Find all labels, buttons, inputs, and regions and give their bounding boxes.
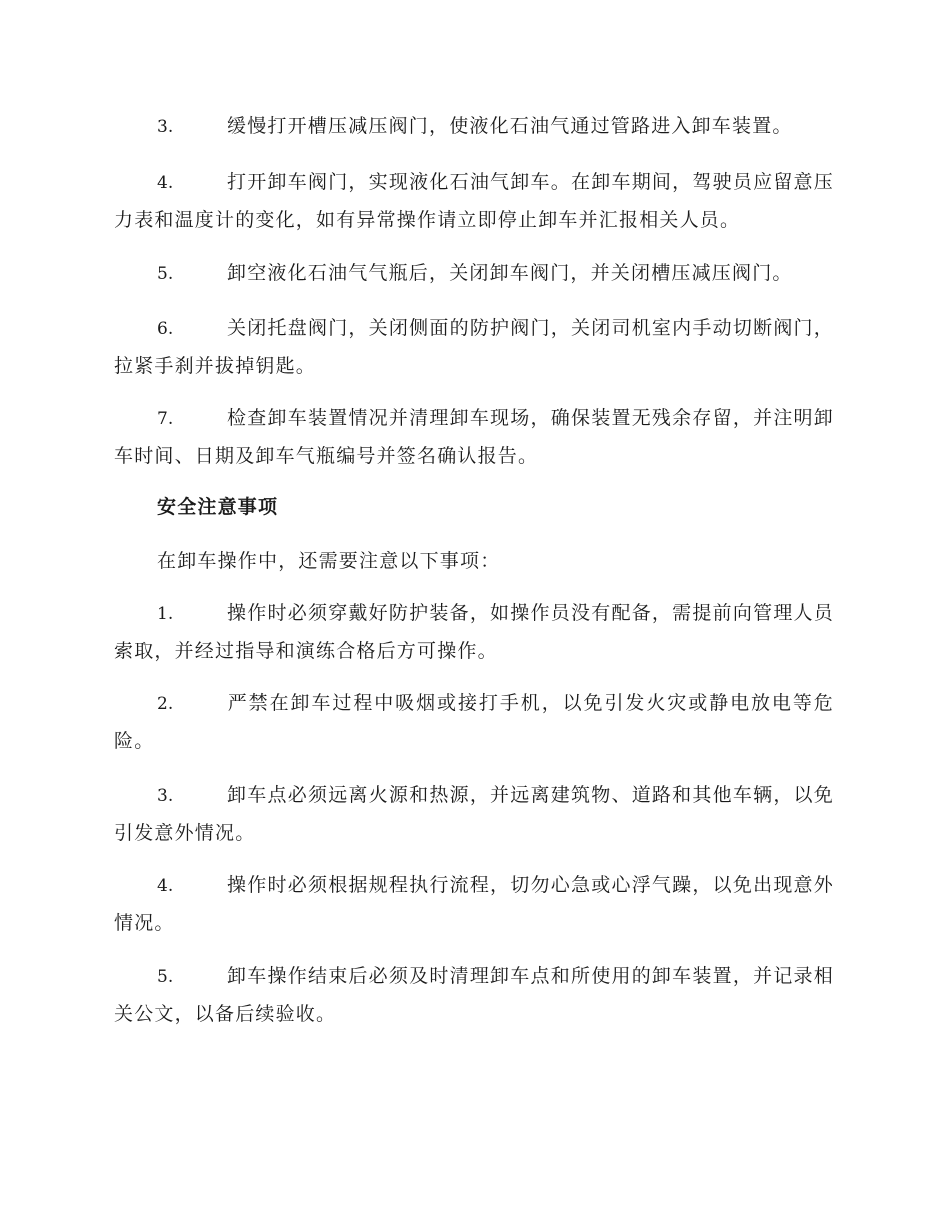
step-text: 关闭托盘阀门，关闭侧面的防护阀门，关闭司机室内手动切断阀门，拉紧手刹并拔掉钥匙。 — [114, 317, 834, 377]
safety-number: 3. — [157, 786, 174, 806]
safety-text: 操作时必须穿戴好防护装备，如操作员没有配备，需提前向管理人员索取，并经过指导和演练合格后方可操作。 — [114, 602, 834, 662]
safety-text: 严禁在卸车过程中吸烟或接打手机，以免引发火灾或静电放电等危险。 — [114, 692, 834, 752]
safety-text: 卸车操作结束后必须及时清理卸车点和所使用的卸车装置，并记录相关公文，以备后续验收。 — [114, 965, 834, 1025]
step-number: 3. — [157, 117, 174, 137]
step-number: 4. — [157, 173, 174, 193]
step-item — [114, 108, 834, 146]
section-heading: 安全注意事项 — [157, 496, 279, 518]
step-item — [114, 255, 834, 293]
step-item — [114, 164, 834, 239]
step-item — [114, 310, 834, 385]
safety-number: 4. — [157, 876, 174, 896]
safety-item — [114, 685, 834, 760]
step-number: 5. — [157, 264, 174, 284]
step-text: 卸空液化石油气气瓶后，关闭卸车阀门，并关闭槽压减压阀门。 — [227, 262, 793, 284]
section-intro: 在卸车操作中，还需要注意以下事项： — [157, 550, 501, 572]
safety-number: 5. — [157, 967, 174, 987]
safety-item — [114, 777, 834, 852]
safety-number: 2. — [157, 694, 174, 714]
step-text: 缓慢打开槽压减压阀门，使液化石油气通过管路进入卸车装置。 — [227, 115, 793, 137]
safety-item — [114, 867, 834, 942]
safety-item — [114, 958, 834, 1033]
step-text: 检查卸车装置情况并清理卸车现场，确保装置无残余存留，并注明卸车时间、日期及卸车气瓶编号并签名确认报告。 — [114, 407, 834, 467]
safety-text: 操作时必须根据规程执行流程，切勿心急或心浮气躁，以免出现意外情况。 — [114, 874, 834, 934]
step-item — [114, 400, 834, 475]
step-text: 打开卸车阀门，实现液化石油气卸车。在卸车期间，驾驶员应留意压力表和温度计的变化，如有异常操作请立即停止卸车并汇报相关人员。 — [114, 171, 834, 231]
safety-text: 卸车点必须远离火源和热源，并远离建筑物、道路和其他车辆，以免引发意外情况。 — [114, 784, 834, 844]
safety-number: 1. — [157, 604, 174, 624]
step-number: 6. — [157, 319, 174, 339]
step-number: 7. — [157, 409, 174, 429]
safety-item — [114, 595, 834, 670]
